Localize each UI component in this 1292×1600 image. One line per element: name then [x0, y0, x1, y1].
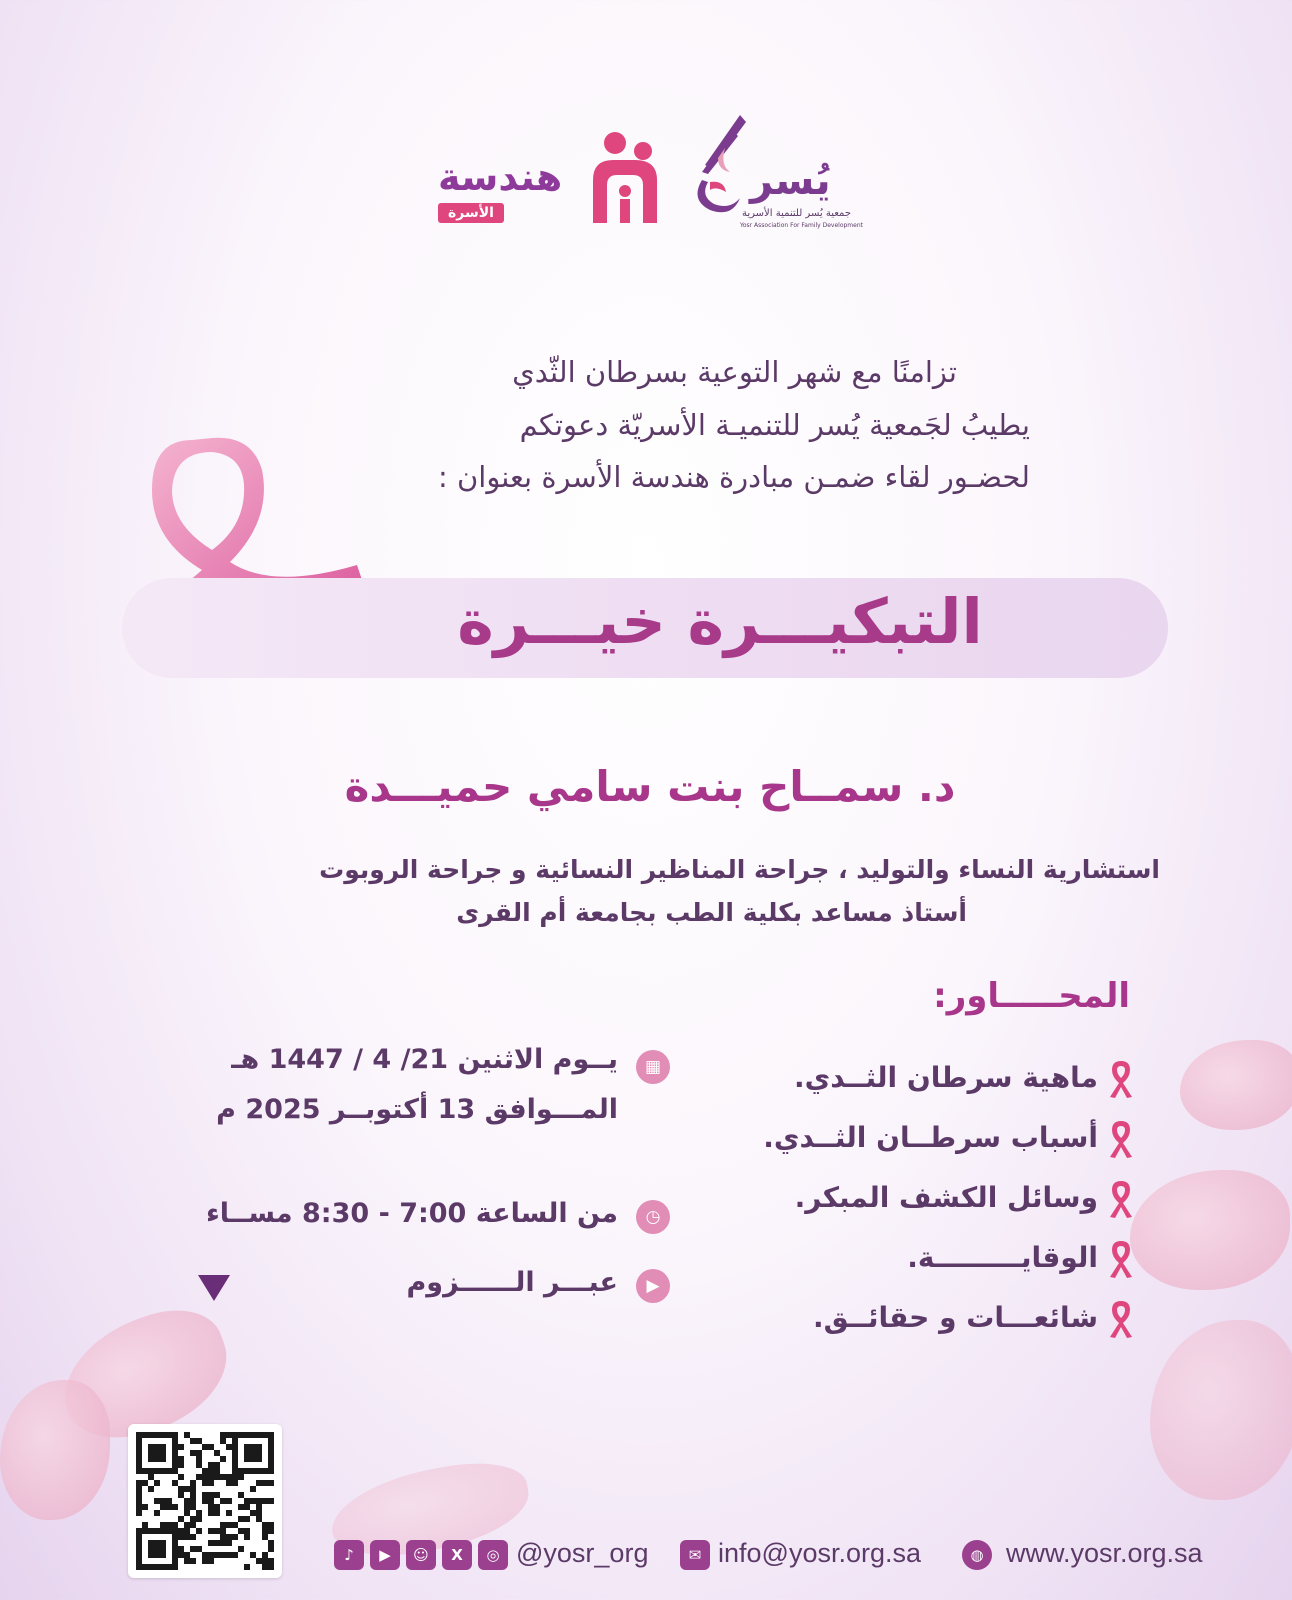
calendar-icon: ▦ — [636, 1050, 670, 1084]
tiktok-icon[interactable]: ♪ — [334, 1540, 364, 1570]
yosr-logo — [680, 110, 863, 235]
qr-code[interactable] — [128, 1424, 282, 1578]
speaker-name: د. سمــاح بنت سامي حميـــدة — [344, 762, 956, 811]
logo-yosr-name: يُسر — [750, 158, 831, 204]
instagram-icon[interactable]: ◎ — [478, 1540, 508, 1570]
family-icon — [585, 125, 665, 225]
qr-code-icon — [128, 1424, 282, 1578]
x-icon[interactable]: X — [442, 1540, 472, 1570]
website-link[interactable]: www.yosr.org.sa — [1006, 1538, 1203, 1568]
topic-label: شائعـــات و حقائــق. — [812, 1301, 1098, 1334]
topic-item — [720, 1175, 1140, 1225]
speaker-bio-line-1: استشارية النساء والتوليد ، جراحة المناظير النسائية و جراحة الروبوت — [319, 855, 1160, 884]
topic-label: الوقايـــــــــة. — [907, 1241, 1098, 1274]
pink-ribbon-icon — [1106, 1179, 1136, 1219]
video-icon: ▶ — [636, 1269, 670, 1303]
topic-label: أسباب سرطــان الثــدي. — [763, 1121, 1098, 1154]
yosr-emblem-icon — [680, 110, 750, 220]
topic-item — [720, 1055, 1140, 1105]
petal-decoration — [1180, 1040, 1292, 1130]
intro-line-2: يطيبُ لجَمعية يُسر للتنميـة الأسريّة دعوتكم — [519, 408, 1030, 442]
date-hijri: يــوم الاثنين 21/ 4 / 1447 هـ — [231, 1044, 618, 1075]
logo-family-engineering-line1: هندسة — [438, 155, 563, 199]
topics-heading: المحـــــاور: — [933, 976, 1130, 1016]
pink-ribbon-icon — [1106, 1239, 1136, 1279]
logo-yosr-subtitle-en: Yosr Association For Family Development — [740, 222, 863, 229]
topic-item — [720, 1235, 1140, 1285]
date-row — [180, 1038, 670, 1138]
topic-item — [720, 1295, 1140, 1345]
snapchat-icon[interactable]: ☺ — [406, 1540, 436, 1570]
chevron-down-icon — [198, 1275, 230, 1301]
date-gregorian: المـــوافق 13 أكتوبــر 2025 م — [216, 1094, 618, 1125]
pink-ribbon-icon — [1106, 1299, 1136, 1339]
topic-item — [720, 1115, 1140, 1165]
email-link[interactable]: info@yosr.org.sa — [718, 1538, 922, 1568]
petal-decoration — [0, 1380, 110, 1520]
youtube-icon[interactable]: ▶ — [370, 1540, 400, 1570]
event-title: التبكيـــرة خيـــرة — [457, 585, 983, 658]
logo-yosr-subtitle-ar: جمعية يُسر للتنمية الأسرية — [742, 208, 851, 219]
clock-icon: ◷ — [636, 1200, 670, 1234]
topic-label: وسائل الكشف المبكر. — [794, 1181, 1098, 1214]
intro-line-1: تزامنًا مع شهر التوعية بسرطان الثّدي — [512, 355, 957, 389]
social-handle[interactable]: @yosr_org — [516, 1538, 649, 1568]
topic-label: ماهية سرطان الثــدي. — [793, 1061, 1098, 1094]
intro-line-3: لحضـور لقاء ضمـن مبادرة هندسة الأسرة بعنوان : — [437, 460, 1030, 494]
logo-family-engineering-line2: الأسرة — [438, 203, 504, 223]
globe-icon: ◍ — [962, 1540, 992, 1570]
time-row — [180, 1198, 670, 1248]
logos — [430, 110, 863, 240]
email-icon: ✉ — [680, 1540, 710, 1570]
petal-decoration — [1130, 1170, 1290, 1290]
pink-ribbon-icon — [1106, 1119, 1136, 1159]
petal-decoration — [1150, 1320, 1292, 1500]
family-engineering-logo — [430, 125, 665, 235]
event-time: من الساعة 7:00 - 8:30 مســاء — [206, 1198, 618, 1229]
event-platform: عبـــر الــــــزوم — [406, 1267, 618, 1298]
pink-ribbon-icon — [1106, 1059, 1136, 1099]
platform-row — [180, 1267, 670, 1317]
speaker-bio-line-2: أستاذ مساعد بكلية الطب بجامعة أم القرى — [456, 898, 967, 927]
